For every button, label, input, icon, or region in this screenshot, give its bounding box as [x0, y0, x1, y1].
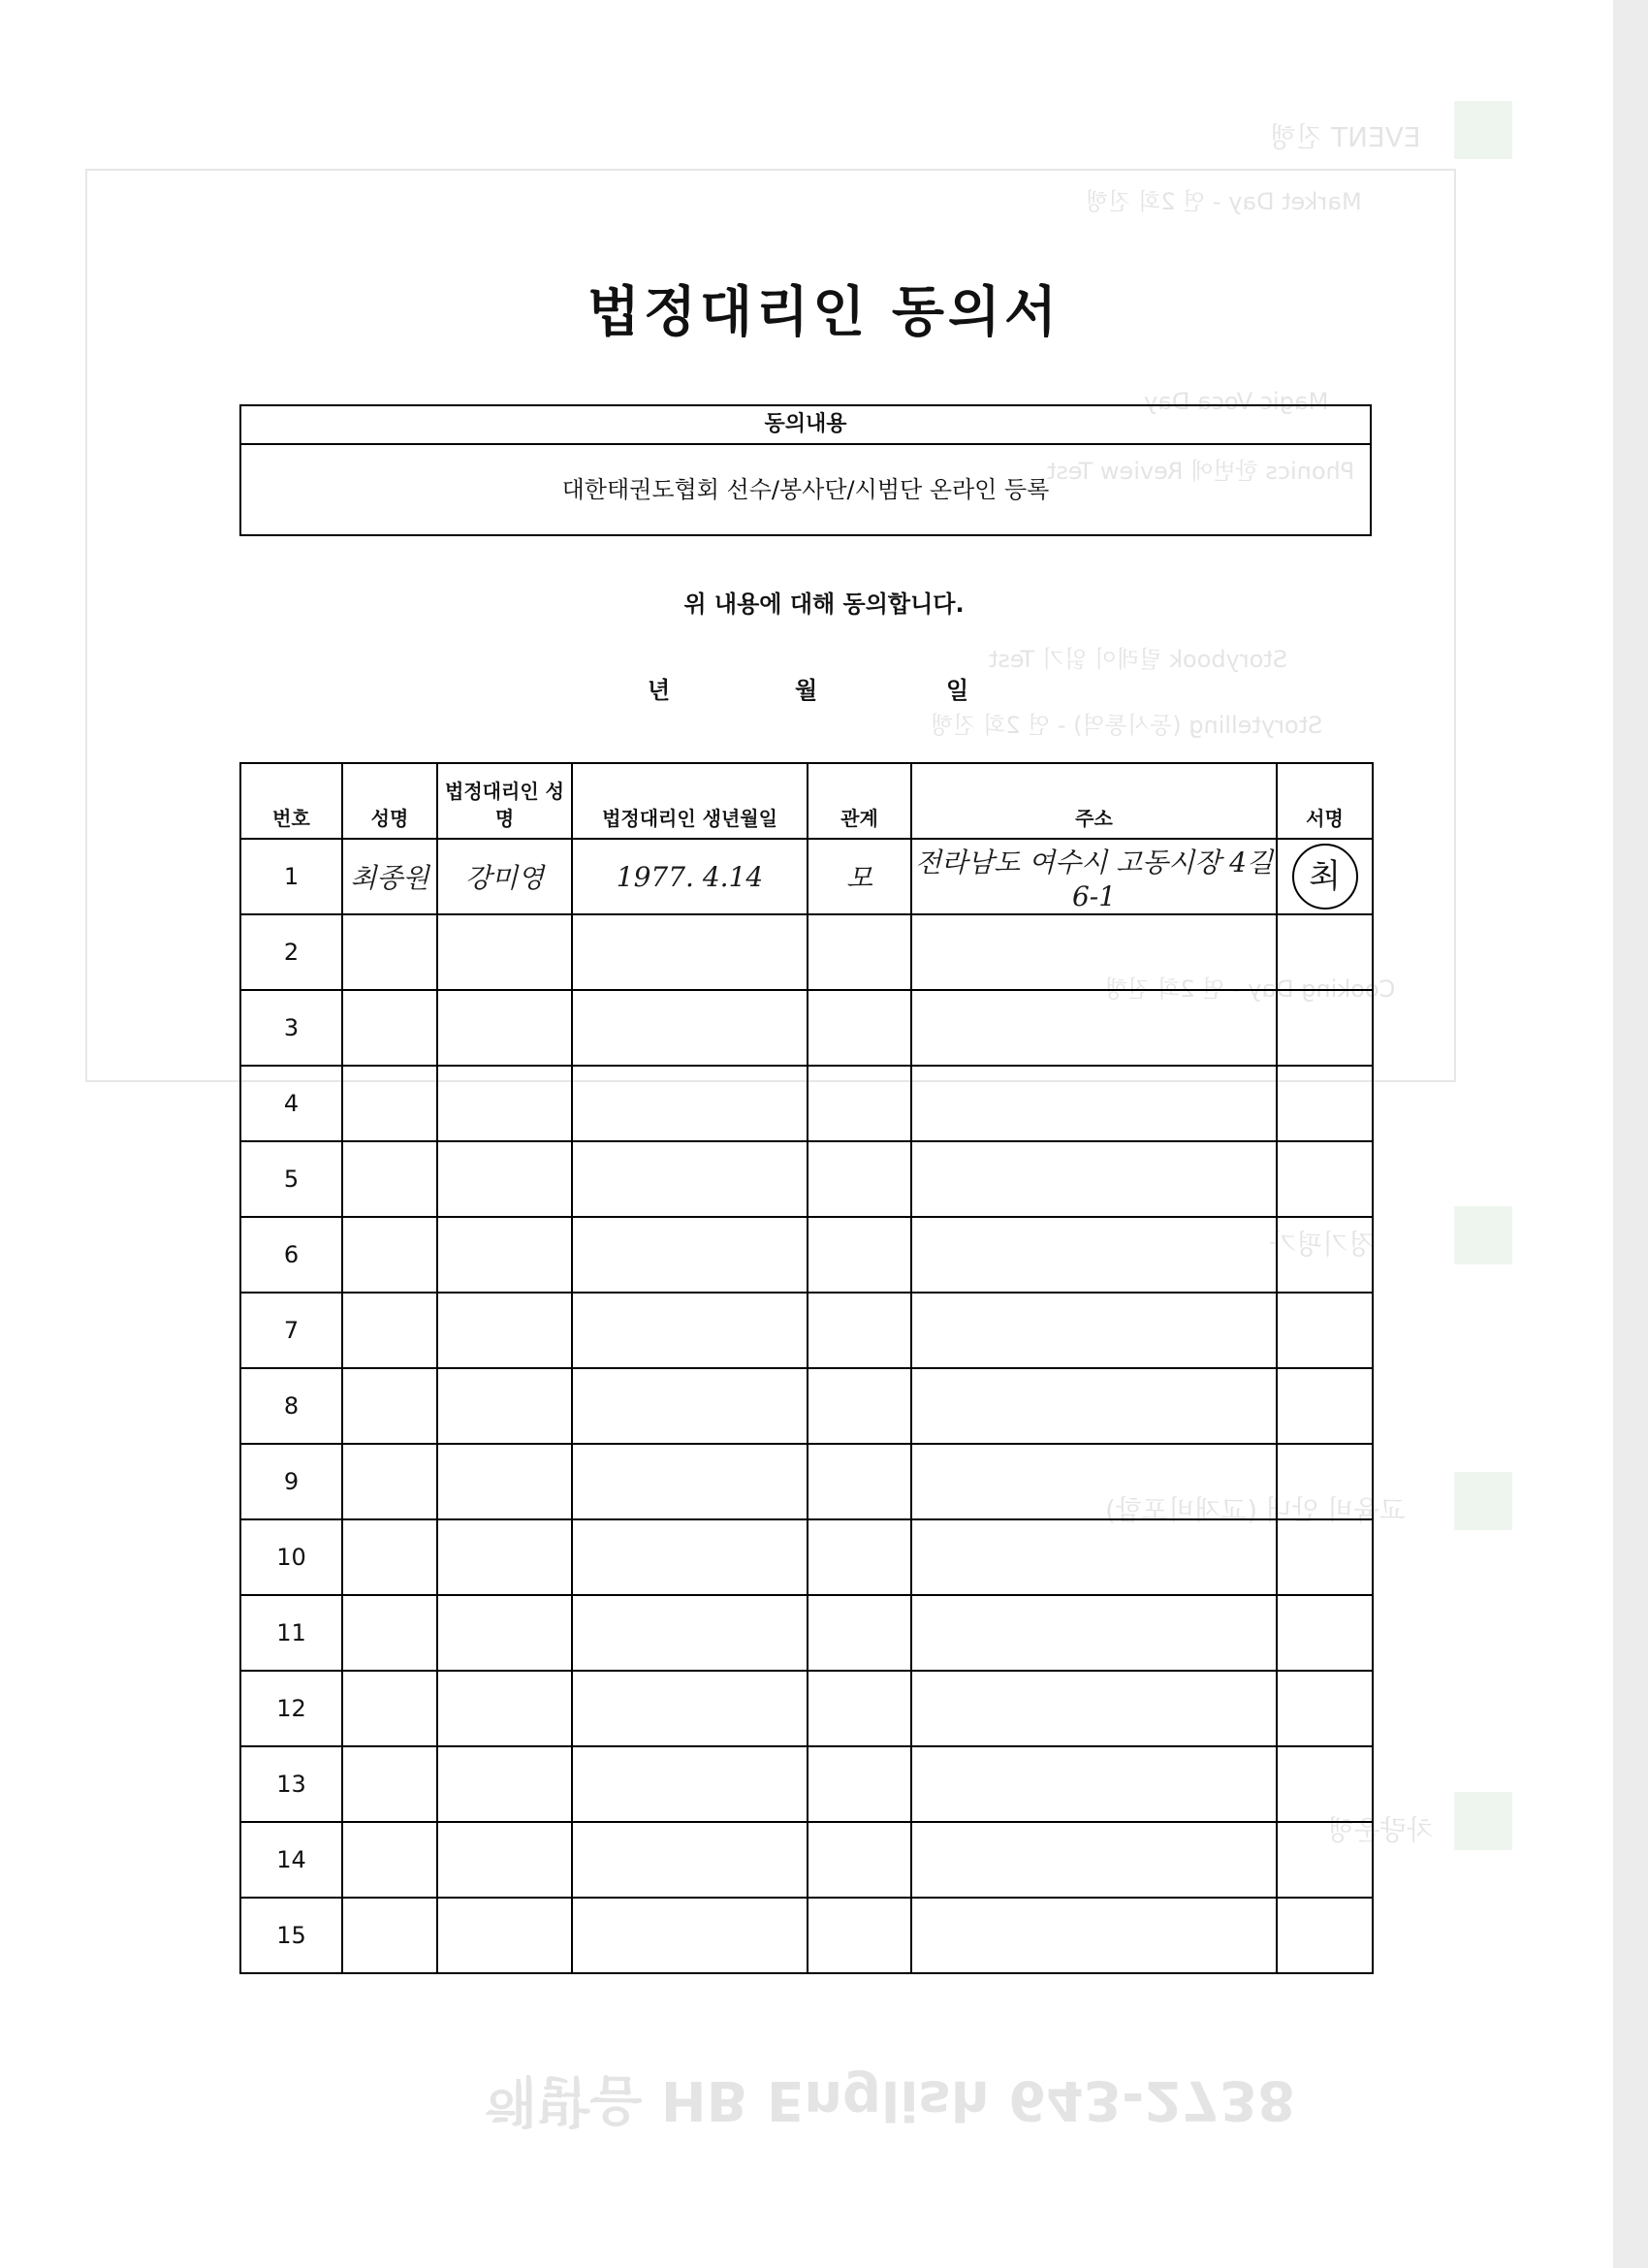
bleed-through-text: Phonics 한번에 Review Test	[1047, 458, 1355, 485]
cell-guardian-name	[437, 1519, 572, 1595]
table-row	[240, 1217, 1373, 1293]
bleed-through-text: 교육비 안내 (교재비포함)	[1105, 1494, 1407, 1526]
cell-signature	[1277, 1141, 1373, 1217]
table-row	[240, 1671, 1373, 1746]
table-row	[240, 1898, 1373, 1973]
cell-no: 8	[240, 1368, 342, 1444]
cell-address	[911, 1368, 1277, 1444]
table-row	[240, 1519, 1373, 1595]
bleed-through-badge	[1454, 101, 1512, 159]
consent-body: 대한태권도협회 선수/봉사단/시범단 온라인 등록	[561, 476, 1050, 503]
cell-address: 전라남도 여수시 고동시장 4길 6-1	[911, 839, 1277, 914]
cell-address	[911, 1217, 1277, 1293]
cell-no: 14	[240, 1822, 342, 1898]
table-row	[240, 1066, 1373, 1141]
cell-guardian-name	[437, 1746, 572, 1822]
cell-signature	[1277, 1066, 1373, 1141]
cell-name	[342, 1898, 437, 1973]
table-header-row	[240, 763, 1373, 839]
cell-name: 최종원	[342, 839, 437, 914]
cell-name	[342, 1444, 437, 1519]
table-row	[240, 1595, 1373, 1671]
cell-address	[911, 1066, 1277, 1141]
cell-guardian-name	[437, 990, 572, 1066]
cell-guardian-birth	[572, 1293, 808, 1368]
table-row	[240, 1293, 1373, 1368]
cell-guardian-birth	[572, 1898, 808, 1973]
cell-signature	[1277, 990, 1373, 1066]
cell-relation	[808, 1293, 911, 1368]
table-row	[240, 1444, 1373, 1519]
cell-guardian-name	[437, 1671, 572, 1746]
cell-relation	[808, 1141, 911, 1217]
cell-relation	[808, 1898, 911, 1973]
cell-address	[911, 1898, 1277, 1973]
cell-relation	[808, 1519, 911, 1595]
cell-no: 5	[240, 1141, 342, 1217]
bleed-through-badge	[1454, 1792, 1512, 1850]
cell-no: 15	[240, 1898, 342, 1973]
cell-guardian-name	[437, 1066, 572, 1141]
bleed-through-text: 차량운행	[1328, 1814, 1434, 1846]
cell-guardian-birth	[572, 1822, 808, 1898]
cell-signature	[1277, 914, 1373, 990]
cell-name	[342, 990, 437, 1066]
cell-guardian-birth	[572, 1217, 808, 1293]
header-address: 주소	[911, 763, 1277, 839]
cell-name	[342, 914, 437, 990]
table-row	[240, 1368, 1373, 1444]
bleed-through-text: Storytelling (동시통역) - 연 2회 진행	[931, 712, 1323, 739]
cell-guardian-birth	[572, 1671, 808, 1746]
date-year-label: 년	[648, 677, 671, 704]
cell-no: 10	[240, 1519, 342, 1595]
page-title: 법정대리인 동의서	[586, 281, 1062, 344]
header-guardian-name: 법정대리인 성명	[437, 763, 572, 839]
cell-relation	[808, 1444, 911, 1519]
cell-address	[911, 1444, 1277, 1519]
cell-relation	[808, 1066, 911, 1141]
table-row	[240, 1746, 1373, 1822]
cell-signature	[1277, 1293, 1373, 1368]
cell-relation	[808, 1822, 911, 1898]
table-row	[240, 839, 1373, 914]
cell-name	[342, 1368, 437, 1444]
cell-guardian-birth	[572, 990, 808, 1066]
consent-box	[239, 404, 1372, 536]
cell-guardian-birth	[572, 1595, 808, 1671]
cell-name	[342, 1066, 437, 1141]
header-no: 번호	[240, 763, 342, 839]
cell-guardian-birth	[572, 1141, 808, 1217]
cell-address	[911, 1822, 1277, 1898]
cell-address	[911, 1671, 1277, 1746]
cell-no: 11	[240, 1595, 342, 1671]
cell-address	[911, 914, 1277, 990]
cell-guardian-birth	[572, 1368, 808, 1444]
agreement-statement: 위 내용에 대해 동의합니다.	[683, 591, 965, 618]
cell-relation	[808, 990, 911, 1066]
table-row	[240, 1141, 1373, 1217]
date-month-label: 월	[795, 677, 818, 704]
cell-guardian-name	[437, 1444, 572, 1519]
cell-name	[342, 1141, 437, 1217]
bleed-through-badge	[1454, 1472, 1512, 1530]
cell-signature	[1277, 1519, 1373, 1595]
cell-name	[342, 1217, 437, 1293]
cell-guardian-name	[437, 1822, 572, 1898]
cell-guardian-birth	[572, 914, 808, 990]
bleed-through-text: Magic Voca Day	[1144, 388, 1329, 415]
bleed-through-text: Market Day - 연 2회 진행	[1086, 188, 1362, 215]
cell-name	[342, 1671, 437, 1746]
cell-signature	[1277, 1217, 1373, 1293]
cell-address	[911, 1519, 1277, 1595]
consent-header: 동의내용	[241, 406, 1370, 445]
signature-mark: 최	[1292, 844, 1358, 910]
cell-no: 3	[240, 990, 342, 1066]
cell-address	[911, 1141, 1277, 1217]
cell-guardian-birth	[572, 1519, 808, 1595]
header-relation: 관계	[808, 763, 911, 839]
cell-guardian-birth	[572, 1066, 808, 1141]
cell-no: 2	[240, 914, 342, 990]
cell-guardian-name	[437, 1898, 572, 1973]
bleed-through-footer: 해밝음 HB English 643-2738	[485, 2068, 1296, 2131]
cell-name	[342, 1746, 437, 1822]
cell-no: 13	[240, 1746, 342, 1822]
cell-name	[342, 1595, 437, 1671]
cell-signature	[1277, 1671, 1373, 1746]
cell-address	[911, 1746, 1277, 1822]
cell-signature	[1277, 1368, 1373, 1444]
date-day-label: 일	[946, 677, 969, 704]
bleed-through-text: Storybook 릴레이 읽기 Test	[989, 646, 1287, 673]
cell-guardian-name: 강미영	[437, 839, 572, 914]
cell-address	[911, 1293, 1277, 1368]
cell-no: 1	[240, 839, 342, 914]
cell-address	[911, 990, 1277, 1066]
registration-table	[239, 762, 1374, 1974]
cell-name	[342, 1293, 437, 1368]
table-row	[240, 990, 1373, 1066]
cell-signature	[1277, 1444, 1373, 1519]
cell-no: 6	[240, 1217, 342, 1293]
cell-guardian-name	[437, 1293, 572, 1368]
cell-name	[342, 1519, 437, 1595]
bleed-through-badge	[1454, 1206, 1512, 1264]
cell-name	[342, 1822, 437, 1898]
cell-guardian-name	[437, 914, 572, 990]
cell-address	[911, 1595, 1277, 1671]
cell-guardian-name	[437, 1217, 572, 1293]
cell-no: 7	[240, 1293, 342, 1368]
header-name: 성명	[342, 763, 437, 839]
cell-relation	[808, 1671, 911, 1746]
cell-no: 4	[240, 1066, 342, 1141]
cell-guardian-birth: 1977. 4.14	[572, 839, 808, 914]
cell-guardian-name	[437, 1595, 572, 1671]
cell-signature	[1277, 1595, 1373, 1671]
cell-signature	[1277, 1898, 1373, 1973]
bleed-through-text: EVENT 진행	[1270, 121, 1421, 153]
cell-guardian-birth	[572, 1444, 808, 1519]
header-guardian-birth: 법정대리인 생년월일	[572, 763, 808, 839]
bleed-through-text: Cooking Day - 연 2회 진행	[1105, 975, 1396, 1003]
cell-signature	[1277, 1822, 1373, 1898]
cell-signature	[1277, 839, 1373, 914]
cell-relation	[808, 1746, 911, 1822]
cell-guardian-birth	[572, 1746, 808, 1822]
cell-no: 9	[240, 1444, 342, 1519]
bleed-through-text: 정기평가	[1270, 1229, 1376, 1261]
header-signature: 서명	[1277, 763, 1373, 839]
table-row	[240, 914, 1373, 990]
cell-relation	[808, 1217, 911, 1293]
cell-relation	[808, 1368, 911, 1444]
cell-no: 12	[240, 1671, 342, 1746]
cell-relation	[808, 1595, 911, 1671]
cell-guardian-name	[437, 1368, 572, 1444]
cell-relation: 모	[808, 839, 911, 914]
cell-signature	[1277, 1746, 1373, 1822]
table-row	[240, 1822, 1373, 1898]
cell-guardian-name	[437, 1141, 572, 1217]
cell-relation	[808, 914, 911, 990]
